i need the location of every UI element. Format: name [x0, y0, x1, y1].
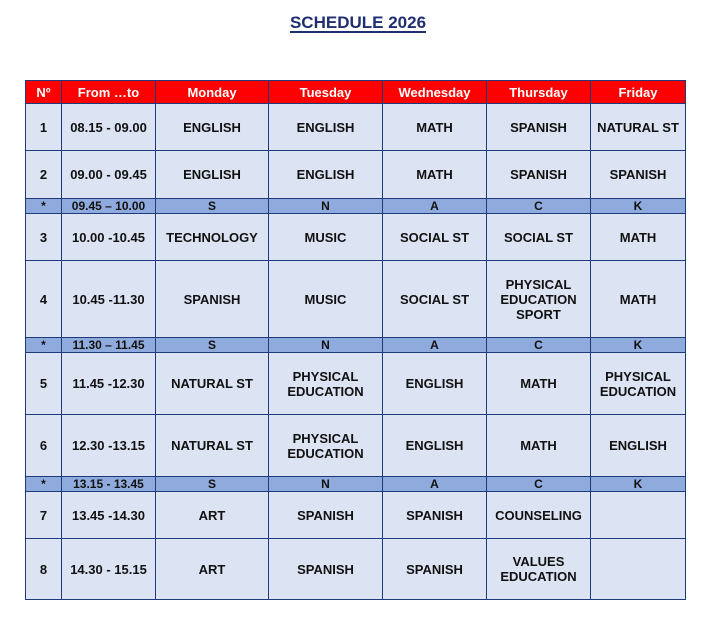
cell-friday: MATH [591, 214, 686, 261]
cell-friday: NATURAL ST [591, 104, 686, 151]
row-number: * [26, 477, 62, 492]
cell-monday: S [156, 477, 269, 492]
cell-thursday: VALUES EDUCATION [487, 539, 591, 600]
cell-wednesday: SOCIAL ST [383, 261, 487, 338]
cell-tuesday: ENGLISH [269, 104, 383, 151]
cell-monday: NATURAL ST [156, 353, 269, 415]
cell-wednesday: MATH [383, 151, 487, 199]
row-number: 8 [26, 539, 62, 600]
header-friday: Friday [591, 81, 686, 104]
row-time: 11.45 -12.30 [62, 353, 156, 415]
table-row [26, 415, 686, 477]
cell-wednesday: SPANISH [383, 539, 487, 600]
cell-tuesday: SPANISH [269, 539, 383, 600]
cell-friday: PHYSICAL EDUCATION [591, 353, 686, 415]
cell-monday: NATURAL ST [156, 415, 269, 477]
cell-friday: MATH [591, 261, 686, 338]
table-row [26, 104, 686, 151]
cell-tuesday: MUSIC [269, 261, 383, 338]
cell-monday: S [156, 338, 269, 353]
row-time: 09.45 – 10.00 [62, 199, 156, 214]
header-thursday: Thursday [487, 81, 591, 104]
table-row [26, 151, 686, 199]
cell-wednesday: A [383, 199, 487, 214]
cell-tuesday: PHYSICAL EDUCATION [269, 353, 383, 415]
cell-tuesday: N [269, 477, 383, 492]
cell-wednesday: MATH [383, 104, 487, 151]
cell-tuesday: PHYSICAL EDUCATION [269, 415, 383, 477]
cell-thursday: MATH [487, 353, 591, 415]
break-row [26, 338, 686, 353]
cell-wednesday: ENGLISH [383, 415, 487, 477]
cell-friday: SPANISH [591, 151, 686, 199]
row-time: 13.45 -14.30 [62, 492, 156, 539]
row-number: 2 [26, 151, 62, 199]
row-time: 14.30 - 15.15 [62, 539, 156, 600]
header-monday: Monday [156, 81, 269, 104]
cell-monday: S [156, 199, 269, 214]
cell-thursday: SPANISH [487, 151, 591, 199]
table-row [26, 353, 686, 415]
cell-friday: ENGLISH [591, 415, 686, 477]
cell-thursday: COUNSELING [487, 492, 591, 539]
cell-thursday: C [487, 338, 591, 353]
cell-tuesday: N [269, 199, 383, 214]
row-time: 10.00 -10.45 [62, 214, 156, 261]
header-tuesday: Tuesday [269, 81, 383, 104]
header-wednesday: Wednesday [383, 81, 487, 104]
row-number: 5 [26, 353, 62, 415]
break-row [26, 477, 686, 492]
row-time: 12.30 -13.15 [62, 415, 156, 477]
cell-wednesday: A [383, 338, 487, 353]
cell-thursday: PHYSICAL EDUCATION SPORT [487, 261, 591, 338]
row-number: 6 [26, 415, 62, 477]
cell-friday [591, 539, 686, 600]
cell-monday: ENGLISH [156, 151, 269, 199]
row-number: * [26, 338, 62, 353]
cell-thursday: SPANISH [487, 104, 591, 151]
cell-friday: K [591, 338, 686, 353]
schedule-table [25, 80, 686, 600]
cell-friday: K [591, 477, 686, 492]
cell-thursday: C [487, 199, 591, 214]
row-time: 13.15 - 13.45 [62, 477, 156, 492]
row-number: 1 [26, 104, 62, 151]
cell-friday: K [591, 199, 686, 214]
cell-wednesday: ENGLISH [383, 353, 487, 415]
table-row [26, 214, 686, 261]
cell-monday: ART [156, 492, 269, 539]
cell-friday [591, 492, 686, 539]
row-number: * [26, 199, 62, 214]
cell-wednesday: SOCIAL ST [383, 214, 487, 261]
table-row [26, 492, 686, 539]
cell-thursday: C [487, 477, 591, 492]
cell-tuesday: MUSIC [269, 214, 383, 261]
row-time: 09.00 - 09.45 [62, 151, 156, 199]
cell-tuesday: SPANISH [269, 492, 383, 539]
row-time: 08.15 - 09.00 [62, 104, 156, 151]
row-time: 11.30 – 11.45 [62, 338, 156, 353]
page-title: SCHEDULE 2026 [289, 13, 427, 32]
cell-tuesday: ENGLISH [269, 151, 383, 199]
cell-thursday: SOCIAL ST [487, 214, 591, 261]
cell-monday: TECHNOLOGY [156, 214, 269, 261]
header-row [26, 81, 686, 104]
row-number: 7 [26, 492, 62, 539]
row-number: 4 [26, 261, 62, 338]
cell-wednesday: SPANISH [383, 492, 487, 539]
cell-monday: SPANISH [156, 261, 269, 338]
row-number: 3 [26, 214, 62, 261]
cell-tuesday: N [269, 338, 383, 353]
row-time: 10.45 -11.30 [62, 261, 156, 338]
table-row [26, 539, 686, 600]
break-row [26, 199, 686, 214]
cell-monday: ENGLISH [156, 104, 269, 151]
table-row [26, 261, 686, 338]
cell-thursday: MATH [487, 415, 591, 477]
cell-monday: ART [156, 539, 269, 600]
header-num: Nº [26, 81, 62, 104]
header-time: From …to [62, 81, 156, 104]
cell-wednesday: A [383, 477, 487, 492]
